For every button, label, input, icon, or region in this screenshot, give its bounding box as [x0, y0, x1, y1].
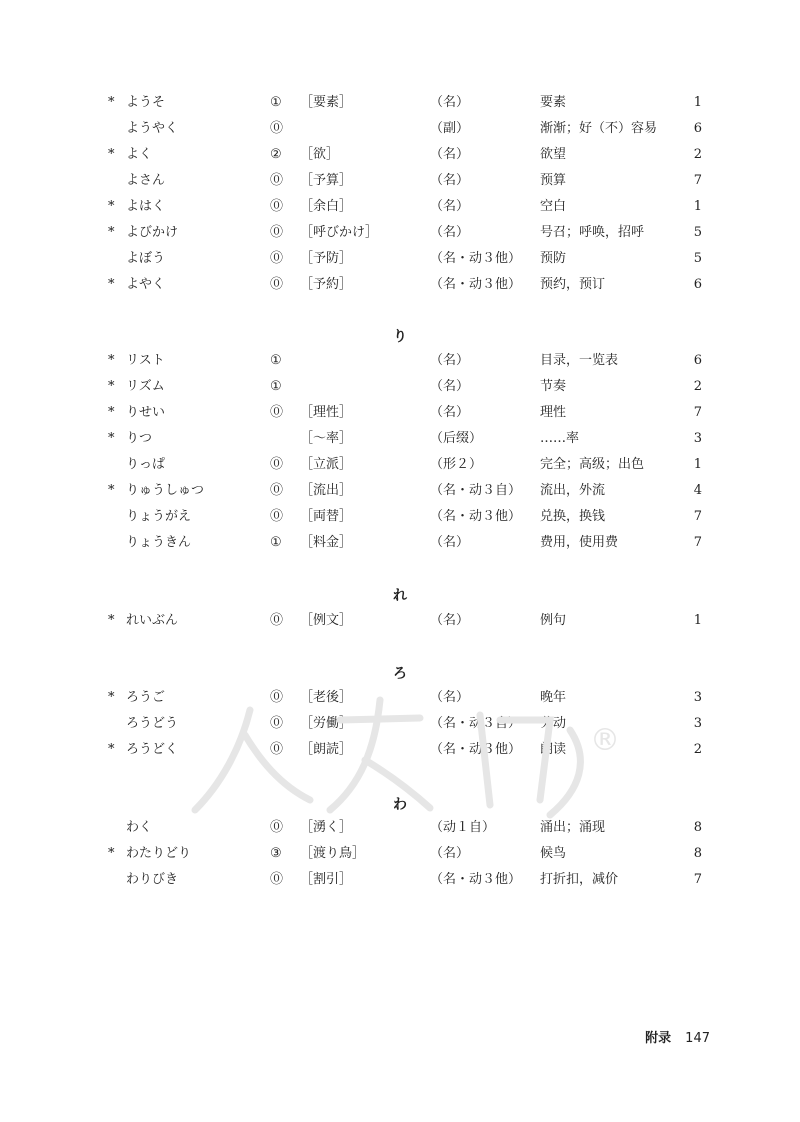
entry-star: * — [108, 199, 115, 214]
entry-part-of-speech: （名） — [430, 535, 470, 550]
entry-lesson: 3 — [693, 690, 702, 705]
entry-star: * — [108, 690, 115, 705]
entry-meaning: 欲望 — [540, 147, 567, 162]
entry-star: * — [108, 147, 115, 162]
entry-kana: りょうきん — [126, 535, 192, 550]
entry-part-of-speech: （动１自） — [430, 820, 496, 835]
entry-kana: ようそ — [126, 95, 166, 110]
entry-row — [0, 478, 800, 504]
entry-kana: わりびき — [126, 872, 179, 887]
entry-accent: ⓪ — [270, 457, 284, 472]
entry-kanji: ［朗読］ — [300, 742, 353, 757]
entry-kana: よはく — [126, 199, 166, 214]
entry-kana: りょうがえ — [126, 509, 192, 524]
entry-kanji: ［予防］ — [300, 251, 353, 266]
entry-meaning: 空白 — [540, 199, 567, 214]
entry-accent: ⓪ — [270, 716, 284, 731]
entry-kana: よさん — [126, 173, 166, 188]
entry-kanji: ［労働］ — [300, 716, 353, 731]
entry-kanji: ［理性］ — [300, 405, 353, 420]
section-heading-wa: わ — [393, 797, 407, 813]
entry-row — [0, 194, 800, 220]
entry-row — [0, 867, 800, 893]
entry-kanji: ［渡り鳥］ — [300, 846, 366, 861]
entry-meaning: 预防 — [540, 251, 567, 266]
entry-accent: ⓪ — [270, 277, 284, 292]
entry-lesson: 3 — [693, 716, 702, 731]
entry-accent: ① — [270, 379, 282, 394]
entry-lesson: 7 — [693, 535, 702, 550]
entry-kana: よく — [126, 147, 153, 162]
entry-lesson: 3 — [693, 431, 702, 446]
entry-accent: ① — [270, 95, 282, 110]
entry-kana: よぼう — [126, 251, 166, 266]
section-heading-re: れ — [393, 588, 407, 604]
entry-kanji: ［老後］ — [300, 690, 353, 705]
entry-meaning: 晚年 — [540, 690, 567, 705]
entry-accent: ⓪ — [270, 173, 284, 188]
entry-kana: リズム — [126, 379, 165, 394]
entry-lesson: 6 — [693, 121, 702, 136]
entry-part-of-speech: （名・动３他） — [430, 742, 522, 757]
entry-meaning: 渐渐；好（不）容易 — [540, 121, 658, 136]
entry-part-of-speech: （名） — [430, 613, 470, 628]
entry-lesson: 6 — [693, 353, 702, 368]
entry-star: * — [108, 95, 115, 110]
entry-kana: わく — [126, 820, 153, 835]
entry-part-of-speech: （名） — [430, 379, 470, 394]
entry-meaning: 预算 — [540, 173, 567, 188]
entry-meaning: 费用，使用费 — [540, 535, 619, 550]
entry-kanji: ［予算］ — [300, 173, 353, 188]
entry-row — [0, 530, 800, 556]
entry-meaning: 劳动 — [540, 716, 567, 731]
entry-kanji: ［予約］ — [300, 277, 353, 292]
entry-star: * — [108, 483, 115, 498]
entry-meaning: 朗读 — [540, 742, 567, 757]
publisher-watermark — [190, 690, 630, 820]
entry-kanji: ［立派］ — [300, 457, 353, 472]
entry-star: * — [108, 225, 115, 240]
entry-row — [0, 400, 800, 426]
entry-part-of-speech: （名・动３他） — [430, 277, 522, 292]
entry-lesson: 7 — [693, 509, 702, 524]
entry-lesson: 7 — [693, 872, 702, 887]
svg-text:®: ® — [590, 723, 620, 758]
entry-part-of-speech: （形２） — [430, 457, 483, 472]
entry-accent: ⓪ — [270, 121, 284, 136]
entry-accent: ⓪ — [270, 251, 284, 266]
footer-label: 附录 — [645, 1031, 672, 1046]
entry-meaning: 打折扣，减价 — [540, 872, 619, 887]
entry-part-of-speech: （后缀） — [430, 431, 483, 446]
entry-row — [0, 841, 800, 867]
entry-accent: ① — [270, 353, 282, 368]
entry-kana: ろうどく — [126, 742, 179, 757]
entry-row — [0, 348, 800, 374]
entry-lesson: 5 — [693, 251, 702, 266]
entry-accent: ⓪ — [270, 742, 284, 757]
entry-kana: りゅうしゅつ — [126, 483, 205, 498]
section-heading-ri: り — [393, 329, 407, 345]
entry-kanji: ［余白］ — [300, 199, 353, 214]
entry-kanji: ［料金］ — [300, 535, 353, 550]
entry-row — [0, 220, 800, 246]
entry-row — [0, 426, 800, 452]
entry-lesson: 5 — [693, 225, 702, 240]
entry-meaning: 流出，外流 — [540, 483, 606, 498]
entry-row — [0, 272, 800, 298]
entry-kana: わたりどり — [126, 846, 192, 861]
entry-part-of-speech: （名・动３自） — [430, 483, 522, 498]
page-number: 147 — [685, 1031, 710, 1046]
entry-meaning: 涌出；涌现 — [540, 820, 606, 835]
entry-accent: ⓪ — [270, 509, 284, 524]
entry-kana: れいぶん — [126, 613, 179, 628]
entry-part-of-speech: （名） — [430, 846, 470, 861]
entry-lesson: 8 — [693, 846, 702, 861]
entry-kanji: ［要素］ — [300, 95, 353, 110]
entry-row — [0, 246, 800, 272]
entry-kana: ろうご — [126, 690, 166, 705]
entry-kanji: ［例文］ — [300, 613, 353, 628]
entry-kana: よびかけ — [126, 225, 179, 240]
entry-accent: ⓪ — [270, 613, 284, 628]
entry-meaning: 节奏 — [540, 379, 567, 394]
entry-meaning: 预约，预订 — [540, 277, 606, 292]
entry-row — [0, 504, 800, 530]
entry-accent: ③ — [270, 846, 282, 861]
entry-accent: ⓪ — [270, 225, 284, 240]
entry-part-of-speech: （名・动３他） — [430, 509, 522, 524]
entry-lesson: 2 — [693, 379, 702, 394]
entry-row — [0, 374, 800, 400]
entry-row — [0, 142, 800, 168]
entry-meaning: 例句 — [540, 613, 567, 628]
entry-row — [0, 168, 800, 194]
entry-row — [0, 90, 800, 116]
entry-kana: りせい — [126, 405, 166, 420]
entry-part-of-speech: （名） — [430, 405, 470, 420]
entry-meaning: 要素 — [540, 95, 567, 110]
entry-meaning: 目录，一览表 — [540, 353, 619, 368]
entry-part-of-speech: （名） — [430, 353, 470, 368]
entry-star: * — [108, 405, 115, 420]
entry-kana: ろうどう — [126, 716, 179, 731]
entry-accent: ① — [270, 535, 282, 550]
entry-kanji: ［湧く］ — [300, 820, 353, 835]
entry-part-of-speech: （名・动３自） — [430, 716, 522, 731]
entry-part-of-speech: （名） — [430, 147, 470, 162]
entry-star: * — [108, 742, 115, 757]
entry-star: * — [108, 379, 115, 394]
entry-accent: ⓪ — [270, 199, 284, 214]
entry-lesson: 8 — [693, 820, 702, 835]
entry-part-of-speech: （名） — [430, 95, 470, 110]
entry-star: * — [108, 431, 115, 446]
entry-meaning: 候鸟 — [540, 846, 567, 861]
entry-part-of-speech: （名・动３他） — [430, 872, 522, 887]
entry-meaning: 理性 — [540, 405, 567, 420]
entry-lesson: 4 — [693, 483, 702, 498]
entry-accent: ⓪ — [270, 405, 284, 420]
entry-part-of-speech: （名） — [430, 225, 470, 240]
entry-lesson: 7 — [693, 173, 702, 188]
entry-meaning: 完全；高级；出色 — [540, 457, 645, 472]
entry-kana: リスト — [126, 353, 165, 368]
entry-part-of-speech: （名） — [430, 173, 470, 188]
entry-accent: ⓪ — [270, 483, 284, 498]
section-heading-ro: ろ — [393, 666, 407, 682]
entry-kana: ようやく — [126, 121, 179, 136]
entry-lesson: 1 — [693, 95, 702, 110]
entry-kana: りつ — [126, 431, 153, 446]
entry-accent: ⓪ — [270, 820, 284, 835]
entry-accent: ⓪ — [270, 690, 284, 705]
entry-meaning: 兑换，换钱 — [540, 509, 606, 524]
entry-kanji: ［流出］ — [300, 483, 353, 498]
entry-part-of-speech: （名・动３他） — [430, 251, 522, 266]
entry-kanji: ［割引］ — [300, 872, 353, 887]
entry-kana: りっぱ — [126, 457, 166, 472]
entry-star: * — [108, 846, 115, 861]
entry-lesson: 1 — [693, 613, 702, 628]
entry-kanji: ［両替］ — [300, 509, 353, 524]
entry-kanji: ［欲］ — [300, 147, 340, 162]
entry-part-of-speech: （名） — [430, 690, 470, 705]
entry-kanji: ［～率］ — [300, 431, 353, 446]
entry-lesson: 7 — [693, 405, 702, 420]
entry-lesson: 6 — [693, 277, 702, 292]
entry-meaning: 号召；呼唤，招呼 — [540, 225, 645, 240]
entry-accent: ② — [270, 147, 282, 162]
entry-part-of-speech: （名） — [430, 199, 470, 214]
entry-row — [0, 608, 800, 634]
entry-row — [0, 452, 800, 478]
entry-lesson: 1 — [693, 199, 702, 214]
entry-lesson: 1 — [693, 457, 702, 472]
entry-star: * — [108, 353, 115, 368]
entry-meaning: ……率 — [540, 431, 580, 446]
entry-kana: よやく — [126, 277, 166, 292]
entry-star: * — [108, 613, 115, 628]
entry-accent: ⓪ — [270, 872, 284, 887]
entry-lesson: 2 — [693, 742, 702, 757]
entry-row — [0, 116, 800, 142]
page-footer — [0, 1027, 710, 1046]
entry-star: * — [108, 277, 115, 292]
entry-lesson: 2 — [693, 147, 702, 162]
entry-kanji: ［呼びかけ］ — [300, 225, 379, 240]
entry-part-of-speech: （副） — [430, 121, 470, 136]
